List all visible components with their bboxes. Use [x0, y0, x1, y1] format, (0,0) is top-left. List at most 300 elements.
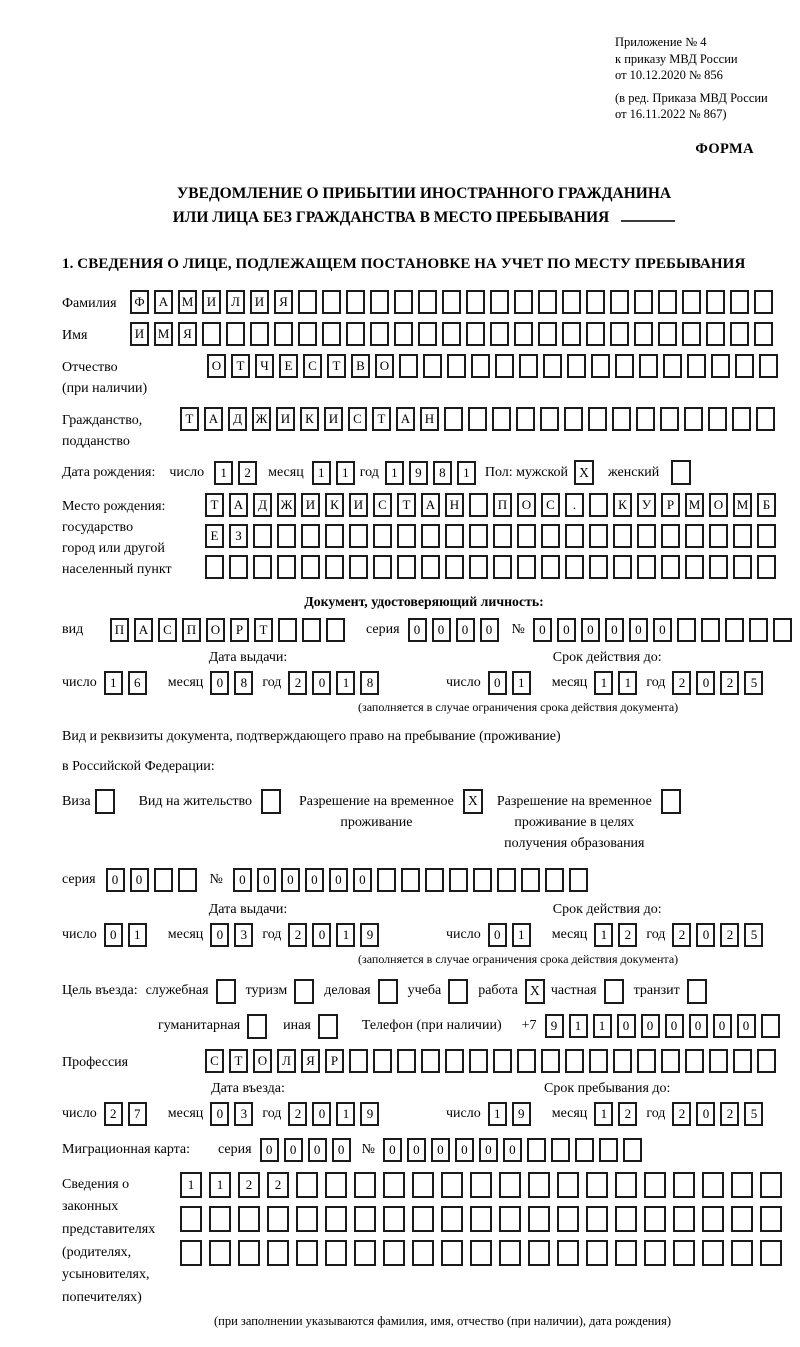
char-cell[interactable]: О: [517, 493, 536, 517]
char-cell[interactable]: А: [396, 407, 415, 431]
char-cell[interactable]: [301, 524, 320, 548]
char-cell[interactable]: [202, 322, 221, 346]
char-cell[interactable]: 6: [128, 671, 147, 695]
purpose-option-checkbox[interactable]: [216, 979, 236, 1004]
char-cell[interactable]: Ж: [252, 407, 271, 431]
char-cell[interactable]: Б: [757, 493, 776, 517]
char-cell[interactable]: [557, 1240, 579, 1266]
char-cell[interactable]: [709, 524, 728, 548]
char-cell[interactable]: [397, 524, 416, 548]
char-cell[interactable]: [373, 1049, 392, 1073]
char-cell[interactable]: [709, 1049, 728, 1073]
char-cell[interactable]: [277, 555, 296, 579]
char-cell[interactable]: [473, 868, 492, 892]
char-cell[interactable]: 1: [593, 1014, 612, 1038]
char-cell[interactable]: [567, 354, 586, 378]
char-cell[interactable]: [575, 1138, 594, 1162]
char-cell[interactable]: [493, 555, 512, 579]
char-cell[interactable]: [412, 1240, 434, 1266]
char-cell[interactable]: М: [154, 322, 173, 346]
char-cell[interactable]: Т: [180, 407, 199, 431]
char-cell[interactable]: [754, 322, 773, 346]
char-cell[interactable]: 1: [569, 1014, 588, 1038]
char-cell[interactable]: [730, 290, 749, 314]
char-cell[interactable]: [613, 1049, 632, 1073]
char-cell[interactable]: 0: [696, 923, 715, 947]
char-cell[interactable]: 3: [234, 1102, 253, 1126]
char-cell[interactable]: [383, 1240, 405, 1266]
char-cell[interactable]: [613, 555, 632, 579]
char-cell[interactable]: [226, 322, 245, 346]
char-cell[interactable]: Е: [279, 354, 298, 378]
char-cell[interactable]: [557, 1172, 579, 1198]
char-cell[interactable]: [253, 555, 272, 579]
char-cell[interactable]: [302, 618, 321, 642]
char-cell[interactable]: 1: [312, 461, 331, 485]
char-cell[interactable]: [610, 290, 629, 314]
char-cell[interactable]: [730, 322, 749, 346]
char-cell[interactable]: [591, 354, 610, 378]
char-cell[interactable]: [267, 1240, 289, 1266]
char-cell[interactable]: 0: [210, 671, 229, 695]
char-cell[interactable]: [636, 407, 655, 431]
char-cell[interactable]: [296, 1172, 318, 1198]
char-cell[interactable]: [565, 555, 584, 579]
char-cell[interactable]: [684, 407, 703, 431]
char-cell[interactable]: 1: [128, 923, 147, 947]
char-cell[interactable]: И: [250, 290, 269, 314]
char-cell[interactable]: 1: [336, 671, 355, 695]
char-cell[interactable]: [685, 1049, 704, 1073]
char-cell[interactable]: [702, 1172, 724, 1198]
char-cell[interactable]: Ф: [130, 290, 149, 314]
char-cell[interactable]: [469, 493, 488, 517]
char-cell[interactable]: [441, 1172, 463, 1198]
char-cell[interactable]: 0: [480, 618, 499, 642]
char-cell[interactable]: У: [637, 493, 656, 517]
char-cell[interactable]: [499, 1240, 521, 1266]
char-cell[interactable]: М: [685, 493, 704, 517]
char-cell[interactable]: [325, 1240, 347, 1266]
char-cell[interactable]: [441, 1206, 463, 1232]
char-cell[interactable]: О: [375, 354, 394, 378]
char-cell[interactable]: 0: [665, 1014, 684, 1038]
char-cell[interactable]: 0: [407, 1138, 426, 1162]
char-cell[interactable]: [610, 322, 629, 346]
char-cell[interactable]: [731, 1206, 753, 1232]
char-cell[interactable]: [687, 354, 706, 378]
char-cell[interactable]: [586, 1240, 608, 1266]
char-cell[interactable]: [685, 524, 704, 548]
char-cell[interactable]: А: [421, 493, 440, 517]
char-cell[interactable]: [709, 555, 728, 579]
char-cell[interactable]: [514, 290, 533, 314]
char-cell[interactable]: [682, 322, 701, 346]
char-cell[interactable]: 2: [104, 1102, 123, 1126]
char-cell[interactable]: 1: [512, 671, 531, 695]
char-cell[interactable]: 7: [128, 1102, 147, 1126]
char-cell[interactable]: [517, 524, 536, 548]
char-cell[interactable]: [562, 322, 581, 346]
char-cell[interactable]: 0: [455, 1138, 474, 1162]
char-cell[interactable]: [661, 1049, 680, 1073]
char-cell[interactable]: О: [709, 493, 728, 517]
char-cell[interactable]: 5: [744, 923, 763, 947]
char-cell[interactable]: С: [303, 354, 322, 378]
char-cell[interactable]: [673, 1240, 695, 1266]
char-cell[interactable]: 9: [409, 461, 428, 485]
char-cell[interactable]: О: [207, 354, 226, 378]
char-cell[interactable]: [412, 1172, 434, 1198]
char-cell[interactable]: [732, 407, 751, 431]
char-cell[interactable]: 5: [744, 1102, 763, 1126]
char-cell[interactable]: [418, 290, 437, 314]
char-cell[interactable]: 9: [512, 1102, 531, 1126]
char-cell[interactable]: 0: [581, 618, 600, 642]
char-cell[interactable]: Т: [229, 1049, 248, 1073]
char-cell[interactable]: 2: [672, 923, 691, 947]
char-cell[interactable]: И: [324, 407, 343, 431]
char-cell[interactable]: 0: [432, 618, 451, 642]
char-cell[interactable]: 1: [618, 671, 637, 695]
char-cell[interactable]: 1: [457, 461, 476, 485]
char-cell[interactable]: [586, 1206, 608, 1232]
char-cell[interactable]: [586, 322, 605, 346]
char-cell[interactable]: Я: [274, 290, 293, 314]
char-cell[interactable]: 0: [257, 868, 276, 892]
char-cell[interactable]: И: [349, 493, 368, 517]
char-cell[interactable]: 2: [672, 1102, 691, 1126]
char-cell[interactable]: 0: [617, 1014, 636, 1038]
char-cell[interactable]: [565, 1049, 584, 1073]
char-cell[interactable]: [346, 290, 365, 314]
char-cell[interactable]: 0: [312, 1102, 331, 1126]
char-cell[interactable]: [637, 1049, 656, 1073]
char-cell[interactable]: 0: [629, 618, 648, 642]
char-cell[interactable]: [658, 290, 677, 314]
char-cell[interactable]: 2: [238, 461, 257, 485]
char-cell[interactable]: [682, 290, 701, 314]
char-cell[interactable]: [756, 407, 775, 431]
char-cell[interactable]: 2: [720, 1102, 739, 1126]
char-cell[interactable]: [589, 524, 608, 548]
char-cell[interactable]: [623, 1138, 642, 1162]
char-cell[interactable]: Т: [397, 493, 416, 517]
char-cell[interactable]: 0: [312, 923, 331, 947]
char-cell[interactable]: [731, 1240, 753, 1266]
char-cell[interactable]: [760, 1172, 782, 1198]
char-cell[interactable]: [706, 290, 725, 314]
char-cell[interactable]: [238, 1240, 260, 1266]
char-cell[interactable]: .: [565, 493, 584, 517]
char-cell[interactable]: [412, 1206, 434, 1232]
char-cell[interactable]: 0: [696, 671, 715, 695]
char-cell[interactable]: М: [178, 290, 197, 314]
char-cell[interactable]: 1: [336, 1102, 355, 1126]
char-cell[interactable]: [569, 868, 588, 892]
char-cell[interactable]: И: [301, 493, 320, 517]
char-cell[interactable]: [326, 618, 345, 642]
char-cell[interactable]: [733, 555, 752, 579]
purpose-option-checkbox[interactable]: X: [525, 979, 545, 1004]
char-cell[interactable]: [442, 290, 461, 314]
char-cell[interactable]: [154, 868, 173, 892]
char-cell[interactable]: [541, 524, 560, 548]
char-cell[interactable]: И: [276, 407, 295, 431]
char-cell[interactable]: [253, 524, 272, 548]
char-cell[interactable]: [517, 555, 536, 579]
char-cell[interactable]: 8: [433, 461, 452, 485]
char-cell[interactable]: [449, 868, 468, 892]
char-cell[interactable]: [490, 290, 509, 314]
char-cell[interactable]: С: [205, 1049, 224, 1073]
char-cell[interactable]: 0: [503, 1138, 522, 1162]
char-cell[interactable]: П: [182, 618, 201, 642]
char-cell[interactable]: [541, 555, 560, 579]
char-cell[interactable]: [301, 555, 320, 579]
char-cell[interactable]: [612, 407, 631, 431]
char-cell[interactable]: 0: [696, 1102, 715, 1126]
char-cell[interactable]: [538, 290, 557, 314]
char-cell[interactable]: 9: [360, 1102, 379, 1126]
char-cell[interactable]: [711, 354, 730, 378]
purpose-option-checkbox[interactable]: [448, 979, 468, 1004]
char-cell[interactable]: [514, 322, 533, 346]
char-cell[interactable]: А: [229, 493, 248, 517]
char-cell[interactable]: [658, 322, 677, 346]
char-cell[interactable]: 0: [383, 1138, 402, 1162]
char-cell[interactable]: [634, 290, 653, 314]
char-cell[interactable]: [754, 290, 773, 314]
char-cell[interactable]: [399, 354, 418, 378]
char-cell[interactable]: [661, 555, 680, 579]
char-cell[interactable]: К: [300, 407, 319, 431]
char-cell[interactable]: [639, 354, 658, 378]
char-cell[interactable]: [733, 524, 752, 548]
char-cell[interactable]: 1: [336, 461, 355, 485]
purpose-option-checkbox[interactable]: [604, 979, 624, 1004]
char-cell[interactable]: [298, 290, 317, 314]
char-cell[interactable]: [615, 1240, 637, 1266]
char-cell[interactable]: [761, 1014, 780, 1038]
char-cell[interactable]: [178, 868, 197, 892]
char-cell[interactable]: [442, 322, 461, 346]
char-cell[interactable]: [615, 1206, 637, 1232]
char-cell[interactable]: [354, 1206, 376, 1232]
char-cell[interactable]: Р: [325, 1049, 344, 1073]
char-cell[interactable]: [517, 1049, 536, 1073]
char-cell[interactable]: [421, 555, 440, 579]
char-cell[interactable]: [673, 1206, 695, 1232]
char-cell[interactable]: 0: [284, 1138, 303, 1162]
char-cell[interactable]: [466, 290, 485, 314]
char-cell[interactable]: [325, 1206, 347, 1232]
char-cell[interactable]: [702, 1240, 724, 1266]
char-cell[interactable]: [731, 1172, 753, 1198]
char-cell[interactable]: [274, 322, 293, 346]
char-cell[interactable]: 8: [360, 671, 379, 695]
char-cell[interactable]: Т: [254, 618, 273, 642]
char-cell[interactable]: Л: [226, 290, 245, 314]
char-cell[interactable]: Ж: [277, 493, 296, 517]
char-cell[interactable]: [757, 1049, 776, 1073]
char-cell[interactable]: 0: [605, 618, 624, 642]
char-cell[interactable]: [418, 322, 437, 346]
char-cell[interactable]: 5: [744, 671, 763, 695]
char-cell[interactable]: [492, 407, 511, 431]
char-cell[interactable]: [760, 1240, 782, 1266]
char-cell[interactable]: [589, 555, 608, 579]
char-cell[interactable]: [701, 618, 720, 642]
char-cell[interactable]: [469, 524, 488, 548]
char-cell[interactable]: 2: [288, 1102, 307, 1126]
char-cell[interactable]: [527, 1138, 546, 1162]
char-cell[interactable]: [370, 290, 389, 314]
char-cell[interactable]: [586, 1172, 608, 1198]
char-cell[interactable]: 0: [210, 1102, 229, 1126]
char-cell[interactable]: [663, 354, 682, 378]
char-cell[interactable]: 1: [594, 671, 613, 695]
char-cell[interactable]: 0: [308, 1138, 327, 1162]
char-cell[interactable]: [773, 618, 792, 642]
char-cell[interactable]: М: [733, 493, 752, 517]
sex-male-checkbox[interactable]: X: [574, 460, 594, 485]
char-cell[interactable]: 0: [653, 618, 672, 642]
char-cell[interactable]: 0: [329, 868, 348, 892]
char-cell[interactable]: К: [325, 493, 344, 517]
char-cell[interactable]: [209, 1240, 231, 1266]
char-cell[interactable]: И: [202, 290, 221, 314]
char-cell[interactable]: [250, 322, 269, 346]
char-cell[interactable]: 2: [238, 1172, 260, 1198]
char-cell[interactable]: [296, 1240, 318, 1266]
char-cell[interactable]: [516, 407, 535, 431]
char-cell[interactable]: [733, 1049, 752, 1073]
char-cell[interactable]: [543, 354, 562, 378]
char-cell[interactable]: 0: [130, 868, 149, 892]
char-cell[interactable]: [468, 407, 487, 431]
char-cell[interactable]: [383, 1206, 405, 1232]
char-cell[interactable]: 2: [672, 671, 691, 695]
char-cell[interactable]: 0: [713, 1014, 732, 1038]
char-cell[interactable]: [397, 555, 416, 579]
char-cell[interactable]: [445, 1049, 464, 1073]
char-cell[interactable]: [493, 524, 512, 548]
char-cell[interactable]: [661, 524, 680, 548]
char-cell[interactable]: [644, 1240, 666, 1266]
char-cell[interactable]: [586, 290, 605, 314]
char-cell[interactable]: В: [351, 354, 370, 378]
char-cell[interactable]: [277, 524, 296, 548]
char-cell[interactable]: [615, 354, 634, 378]
char-cell[interactable]: [238, 1206, 260, 1232]
char-cell[interactable]: [599, 1138, 618, 1162]
char-cell[interactable]: 2: [618, 1102, 637, 1126]
char-cell[interactable]: [725, 618, 744, 642]
char-cell[interactable]: 0: [260, 1138, 279, 1162]
char-cell[interactable]: [325, 524, 344, 548]
char-cell[interactable]: [325, 555, 344, 579]
char-cell[interactable]: Л: [277, 1049, 296, 1073]
char-cell[interactable]: З: [229, 524, 248, 548]
char-cell[interactable]: И: [130, 322, 149, 346]
char-cell[interactable]: Т: [327, 354, 346, 378]
char-cell[interactable]: 1: [104, 671, 123, 695]
char-cell[interactable]: [421, 524, 440, 548]
char-cell[interactable]: [538, 322, 557, 346]
char-cell[interactable]: 0: [305, 868, 324, 892]
char-cell[interactable]: [540, 407, 559, 431]
char-cell[interactable]: [497, 868, 516, 892]
char-cell[interactable]: [394, 322, 413, 346]
char-cell[interactable]: П: [110, 618, 129, 642]
char-cell[interactable]: [702, 1206, 724, 1232]
char-cell[interactable]: [377, 868, 396, 892]
char-cell[interactable]: [564, 407, 583, 431]
char-cell[interactable]: [759, 354, 778, 378]
char-cell[interactable]: Е: [205, 524, 224, 548]
char-cell[interactable]: [749, 618, 768, 642]
char-cell[interactable]: О: [253, 1049, 272, 1073]
char-cell[interactable]: [708, 407, 727, 431]
char-cell[interactable]: [278, 618, 297, 642]
purpose-option-checkbox[interactable]: [378, 979, 398, 1004]
char-cell[interactable]: [322, 322, 341, 346]
char-cell[interactable]: Т: [205, 493, 224, 517]
char-cell[interactable]: [394, 290, 413, 314]
char-cell[interactable]: 1: [209, 1172, 231, 1198]
char-cell[interactable]: 0: [557, 618, 576, 642]
char-cell[interactable]: 0: [210, 923, 229, 947]
char-cell[interactable]: [447, 354, 466, 378]
char-cell[interactable]: [349, 555, 368, 579]
char-cell[interactable]: 3: [234, 923, 253, 947]
char-cell[interactable]: [373, 555, 392, 579]
char-cell[interactable]: А: [154, 290, 173, 314]
char-cell[interactable]: С: [541, 493, 560, 517]
char-cell[interactable]: [469, 555, 488, 579]
purpose-option-checkbox[interactable]: [318, 1014, 338, 1039]
char-cell[interactable]: [685, 555, 704, 579]
char-cell[interactable]: 2: [288, 671, 307, 695]
char-cell[interactable]: 9: [360, 923, 379, 947]
char-cell[interactable]: [354, 1240, 376, 1266]
char-cell[interactable]: [545, 868, 564, 892]
char-cell[interactable]: 1: [336, 923, 355, 947]
char-cell[interactable]: [441, 1240, 463, 1266]
char-cell[interactable]: 0: [641, 1014, 660, 1038]
char-cell[interactable]: Т: [372, 407, 391, 431]
char-cell[interactable]: 0: [332, 1138, 351, 1162]
char-cell[interactable]: [354, 1172, 376, 1198]
char-cell[interactable]: [757, 524, 776, 548]
char-cell[interactable]: Н: [445, 493, 464, 517]
char-cell[interactable]: 2: [618, 923, 637, 947]
char-cell[interactable]: 1: [512, 923, 531, 947]
char-cell[interactable]: [383, 1172, 405, 1198]
char-cell[interactable]: [298, 322, 317, 346]
char-cell[interactable]: О: [206, 618, 225, 642]
purpose-option-checkbox[interactable]: [294, 979, 314, 1004]
char-cell[interactable]: [471, 354, 490, 378]
char-cell[interactable]: [562, 290, 581, 314]
char-cell[interactable]: 0: [281, 868, 300, 892]
char-cell[interactable]: [541, 1049, 560, 1073]
char-cell[interactable]: [470, 1240, 492, 1266]
char-cell[interactable]: [637, 524, 656, 548]
char-cell[interactable]: [760, 1206, 782, 1232]
char-cell[interactable]: [499, 1206, 521, 1232]
